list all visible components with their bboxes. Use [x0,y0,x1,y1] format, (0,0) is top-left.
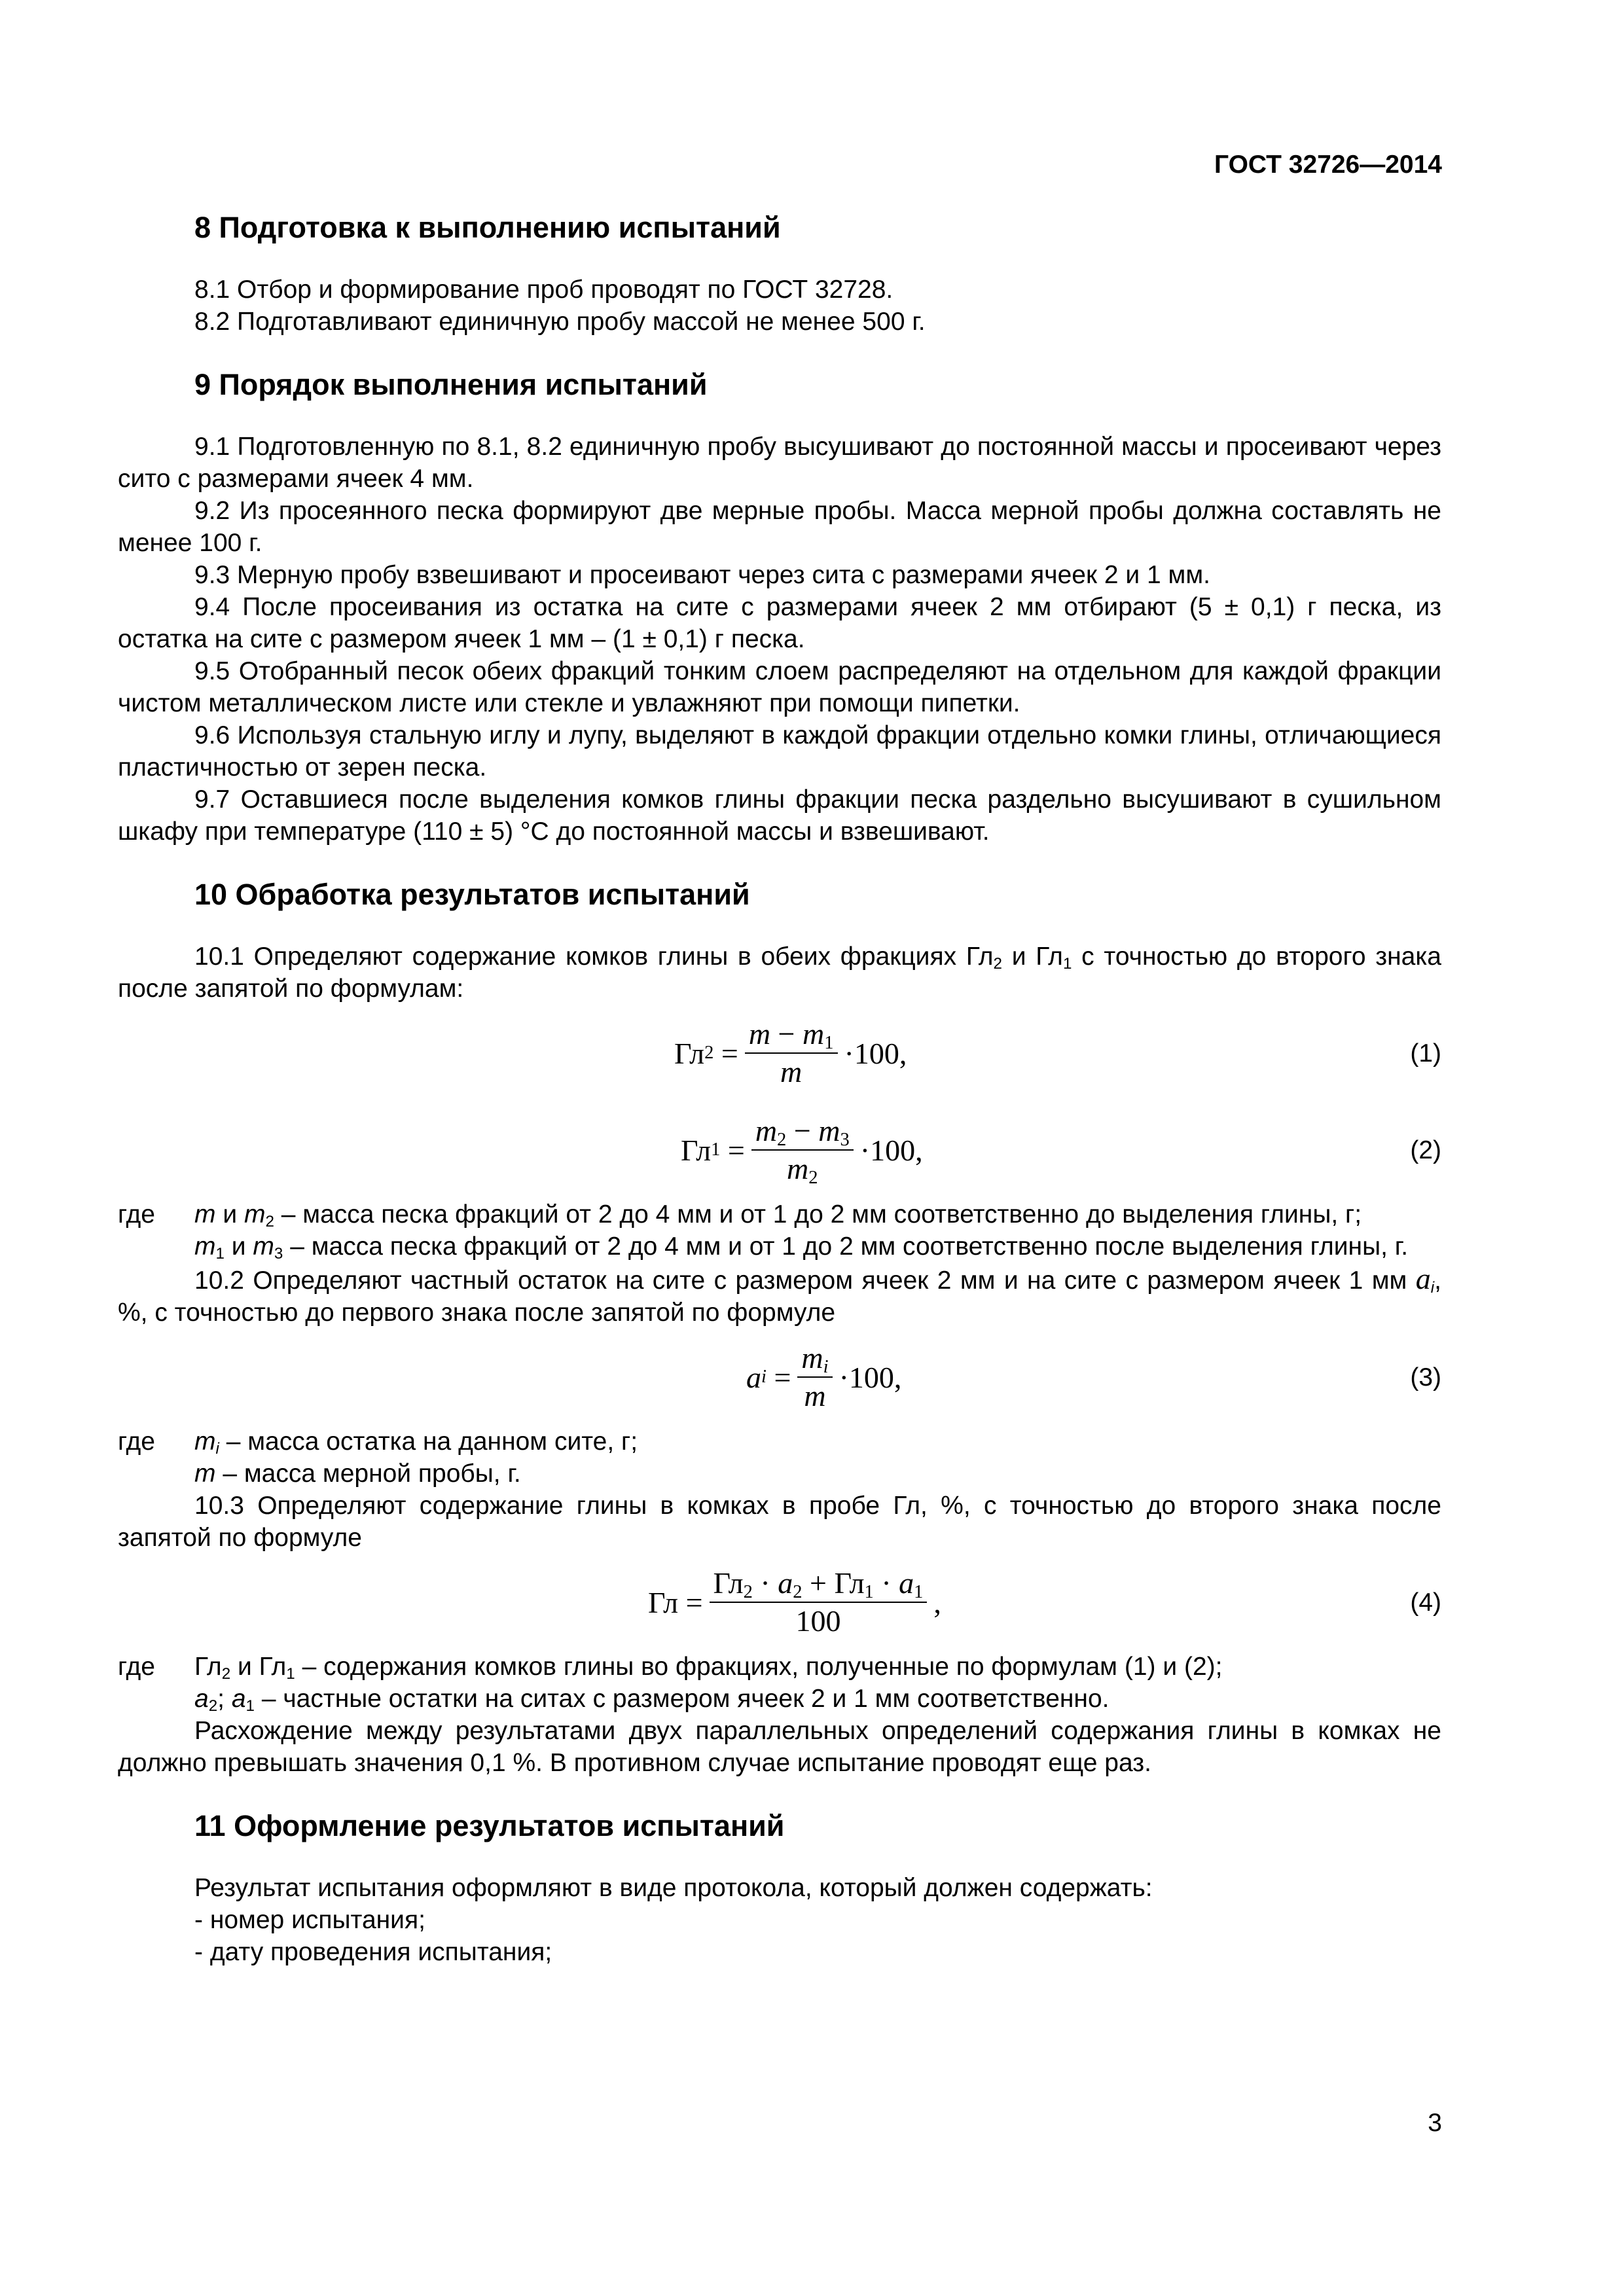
paragraph-10-1: 10.1 Определяют содержание комков глины в обеих фракциях $Гл_2$ и $Гл_1$ с точностью до второго знака после запятой по формулам: [118,942,1441,1003]
where-block-1-line-2: $m_1$ и $m_3$ – масса песка фракций от 2 до 4 мм и от 1 до 2 мм соответственно после выделения глины, г. [194,1232,1409,1263]
paragraph-9-6: 9.6 Используя стальную иглу и лупу, выделяют в каждой фракции отдельно комки глины, отличающиеся пластичностью от зерен песка. [118,721,1441,781]
formula-3: a i = $\frac{m_i}{m}$ ·100, (3) [746,1341,1441,1412]
formula-2: Гл 1 = $\frac{m_2 - m_3}{m_2}$ ·100, (2) [681,1114,1441,1189]
formula-4: Гл = $\frac{Гл_2 \cdot a_2 + Гл_1 \cdot a_1}{100}$ , (4) [648,1566,1441,1638]
paragraph-11-intro: Результат испытания оформляют в виде протокола, который должен содержать: [194,1874,1153,1902]
paragraph-10-3: 10.3 Определяют содержание глины в комках в пробе Гл, %, с точностью до второго знака после запятой по формуле [118,1492,1441,1552]
formula-1-number: (1) [1410,1039,1441,1067]
where-block-2-line-2: m – масса мерной пробы, г. [194,1460,521,1488]
paragraph-10-discrepancy: Расхождение между результатами двух параллельных определений содержания глины в комках не должно превышать значения 0,1 %. В противном случае испытание проводят еще раз. [118,1717,1441,1777]
paragraph-10-2: 10.2 Определяют частный остаток на сите с размером ячеек 2 мм и на сите с размером ячеек 1 мм $a_i$, %, с точностью до первого знака после запятой по формуле [118,1262,1441,1327]
paragraph-9-7: 9.7 Оставшиеся после выделения комков глины фракции песка раздельно высушивают в сушильном шкафу при температуре (110 ± 5) °С до постоянной массы и взвешивают. [118,785,1441,846]
where-block-1: где m и $m_2$ – масса песка фракций от 2 до 4 мм и от 1 до 2 мм соответственно до выделения глины, г; [118,1200,1362,1231]
list-item: - номер испытания; [194,1906,425,1934]
page-number: 3 [1428,2109,1442,2137]
formula-1: Гл 2 = $\frac{m - m_1}{m}$ ·100, (1) [674,1017,1441,1088]
where-block-2: где $m_i$ – масса остатка на данном сите, г; [118,1427,638,1458]
formula-2-number: (2) [1410,1136,1441,1164]
paragraph-9-4: 9.4 После просеивания из остатка на сите с размерами ячеек 2 мм отбирают (5 ± 0,1) г песка, из остатка на сите с размером ячеек 1 мм – (1 ± 0,1) г песка. [118,593,1441,653]
section-9-title: 9 Порядок выполнения испытаний [194,368,708,401]
standard-number: ГОСТ 32726—2014 [1214,151,1442,179]
list-item: - дату проведения испытания; [194,1938,552,1966]
formula-4-number: (4) [1410,1588,1441,1617]
document-body [118,209,1441,1968]
paragraph-9-2: 9.2 Из просеянного песка формируют две мерные пробы. Масса мерной пробы должна составлять не менее 100 г. [118,497,1441,557]
paragraph-9-3: 9.3 Мерную пробу взвешивают и просеивают через сита с размерами ячеек 2 и 1 мм. [194,561,1211,589]
section-8-title: 8 Подготовка к выполнению испытаний [194,211,781,244]
section-10-title: 10 Обработка результатов испытаний [194,878,750,911]
formula-3-number: (3) [1410,1363,1441,1391]
paragraph-8-1: 8.1 Отбор и формирование проб проводят по ГОСТ 32728. [194,276,893,304]
paragraph-9-5: 9.5 Отобранный песок обеих фракций тонким слоем распределяют на отдельном для каждой фракции чистом металлическом листе или стекле и увлажняют при помощи пипетки. [118,657,1441,717]
section-11-title: 11 Оформление результатов испытаний [194,1809,785,1842]
where-block-3: где $Гл_2$ и $Гл_1$ – содержания комков глины во фракциях, полученные по формулам (1) и (2); [118,1653,1223,1683]
paragraph-8-2: 8.2 Подготавливают единичную пробу массой не менее 500 г. [194,308,926,336]
where-block-3-line-2: $a_2$; $a_1$ – частные остатки на ситах с размером ячеек 2 и 1 мм соответственно. [194,1685,1110,1715]
paragraph-9-1: 9.1 Подготовленную по 8.1, 8.2 единичную пробу высушивают до постоянной массы и просеивают через сито с размерами ячеек 4 мм. [118,433,1441,493]
